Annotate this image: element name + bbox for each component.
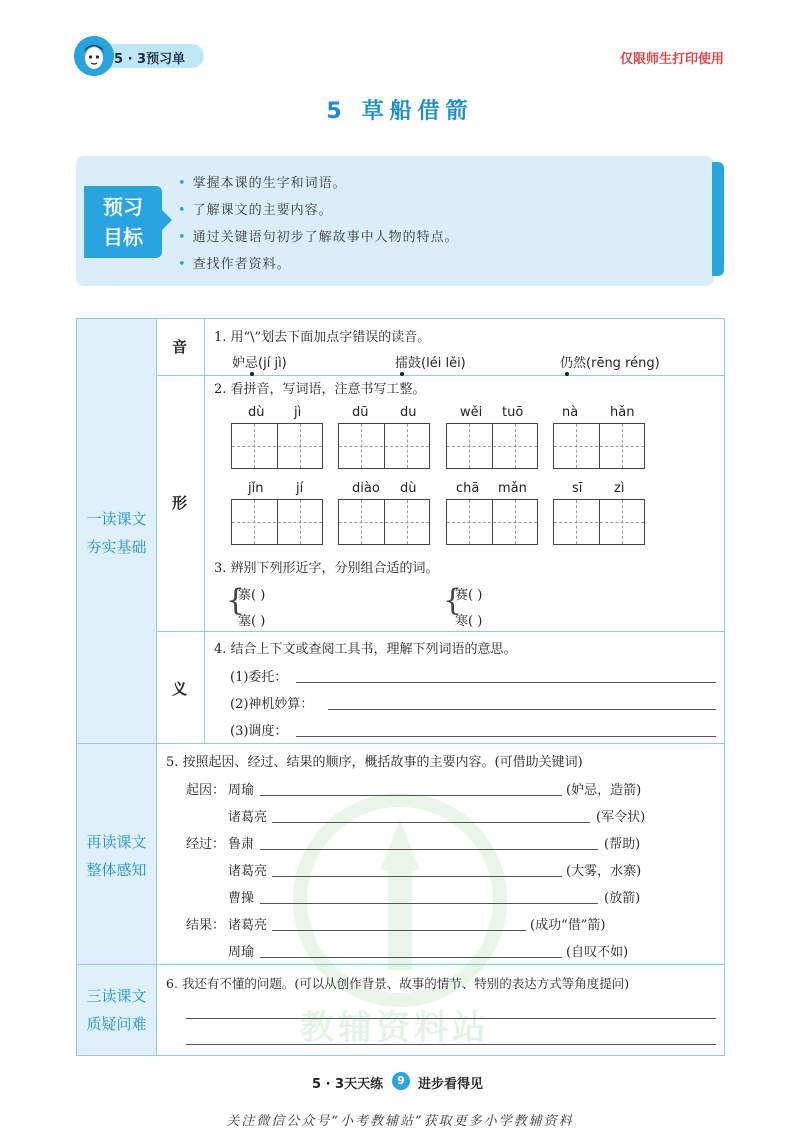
goal-text: 了解课文的主要内容。 [192, 203, 333, 218]
pinyin-label: dū [352, 405, 369, 420]
section3-label-line1: 三读课文 [86, 987, 147, 1005]
word-meaning-item: (2)神机妙算： [230, 697, 314, 712]
answer-line[interactable] [272, 930, 526, 931]
writing-grid[interactable] [338, 499, 430, 545]
writing-grid[interactable] [553, 423, 645, 469]
answer-line[interactable] [186, 1044, 716, 1045]
word-meaning-item: (1)委托： [230, 670, 288, 685]
goal-text: 查找作者资料。 [192, 257, 291, 272]
page-number: 9 [392, 1072, 410, 1090]
question-6: 6. 我还有不懂的问题。(可以从创作背景、故事的情节、特别的表达方式等角度提问) [166, 976, 630, 991]
pinyin-label: zì [614, 481, 625, 496]
pinyin-label: jǐn [248, 481, 264, 496]
goal-item [178, 199, 333, 218]
plot-stage: 起因： [186, 783, 226, 798]
bullet-icon: • [178, 203, 187, 218]
mascot-avatar-icon [74, 36, 114, 76]
answer-line[interactable] [272, 822, 590, 823]
writing-grid[interactable] [338, 423, 430, 469]
pinyin-choice-item [560, 352, 660, 371]
lesson-number: 5 [326, 99, 348, 124]
section2-label-line1: 再读课文 [86, 833, 147, 851]
plot-person: 诸葛亮 [228, 918, 268, 933]
answer-line[interactable] [260, 957, 562, 958]
xing-label: 形 [172, 494, 188, 512]
pinyin-label: dù [248, 405, 265, 420]
answer-line[interactable] [272, 876, 562, 877]
answer-line[interactable] [296, 736, 716, 737]
answer-line[interactable] [260, 795, 562, 796]
plot-person: 周瑜 [228, 783, 255, 798]
print-notice: 仅限师生打印使用 [619, 52, 724, 67]
section3-label [76, 982, 157, 1038]
similar-char-item: 寒( ) [455, 614, 483, 629]
plot-hint: (放箭) [604, 891, 641, 906]
plot-person: 诸葛亮 [228, 864, 268, 879]
similar-char-item: 赛( ) [455, 588, 483, 603]
section1-label-line1: 一读课文 [86, 510, 147, 528]
yin-label: 音 [172, 338, 188, 356]
plot-stage: 经过： [186, 837, 226, 852]
pinyin-options: (jí jì) [258, 356, 287, 371]
goals-panel-edge [712, 162, 724, 276]
writing-grid[interactable] [231, 499, 323, 545]
pinyin-label: tuō [502, 405, 524, 420]
section2-label [76, 828, 157, 884]
lesson-title [0, 94, 800, 125]
answer-line[interactable] [296, 682, 716, 683]
pinyin-label: dù [400, 481, 417, 496]
lesson-title-text: 草船借箭 [361, 99, 474, 124]
yi-label: 义 [172, 680, 188, 698]
writing-grid[interactable] [446, 499, 538, 545]
goal-item [178, 172, 347, 191]
pinyin-options: (léi lěi) [421, 356, 466, 371]
goals-label [84, 186, 162, 258]
bullet-icon: • [178, 230, 187, 245]
question-2: 2. 看拼音，写词语，注意书写工整。 [214, 382, 426, 397]
answer-line[interactable] [260, 903, 598, 904]
word-char: 然 [573, 356, 587, 371]
goal-text: 通过关键语句初步了解故事中人物的特点。 [192, 230, 459, 245]
footer-slogan: 进步看得见 [418, 1077, 484, 1092]
answer-line[interactable] [260, 849, 598, 850]
goal-item [178, 253, 291, 272]
goal-item [178, 226, 459, 245]
pinyin-label: du [400, 405, 417, 420]
brace-icon: { [443, 583, 463, 618]
plot-stage: 结果： [186, 918, 226, 933]
word-char: 鼓 [408, 356, 422, 371]
dotted-char: 仍 [560, 356, 574, 371]
pinyin-choice-item [395, 352, 466, 371]
similar-char-item: 寨( ) [238, 588, 266, 603]
header-badge-text: 5 · 3预习单 [114, 52, 186, 67]
writing-grid[interactable] [231, 423, 323, 469]
bullet-icon: • [178, 176, 187, 191]
pinyin-options: (rēng réng) [586, 356, 660, 371]
pinyin-label: wěi [460, 405, 483, 420]
brace-icon: { [226, 583, 246, 618]
word-char: 妒 [232, 356, 246, 371]
section1-label-line2: 夯实基础 [86, 538, 147, 556]
plot-hint: (帮助) [604, 837, 641, 852]
dotted-char: 忌 [245, 356, 259, 371]
question-3: 3. 辨别下列形近字，分别组合适的词。 [214, 561, 439, 576]
similar-char-item: 塞( ) [238, 614, 266, 629]
plot-hint: (大雾，水寨) [566, 864, 642, 879]
pinyin-label: diào [352, 481, 380, 496]
section2-label-line2: 整体感知 [86, 861, 147, 879]
goals-label-line2: 目标 [103, 225, 143, 249]
plot-hint: (自叹不如) [566, 945, 629, 960]
answer-line[interactable] [328, 709, 716, 710]
plot-hint: (妒忌，造箭) [566, 783, 642, 798]
plot-person: 曹操 [228, 891, 255, 906]
dotted-char: 擂 [395, 356, 409, 371]
pinyin-label: jí [296, 481, 304, 496]
bullet-icon: • [178, 257, 187, 272]
footer-note: 关注微信公众号“小考教辅站”获取更多小学教辅资料 [226, 1114, 574, 1129]
pinyin-label: jì [294, 405, 302, 420]
footer-brand: 5 · 3天天练 [312, 1077, 384, 1092]
section1-label [76, 505, 157, 561]
plot-person: 诸葛亮 [228, 810, 268, 825]
question-1: 1. 用“\”划去下面加点字错误的读音。 [214, 330, 431, 345]
watermark-text: 教辅资料站 [300, 1008, 490, 1048]
plot-person: 鲁肃 [228, 837, 255, 852]
question-4: 4. 结合上下文或查阅工具书，理解下列词语的意思。 [214, 642, 517, 657]
question-5: 5. 按照起因、经过、结果的顺序，概括故事的主要内容。(可借助关键词) [166, 755, 583, 770]
pinyin-label: mǎn [498, 481, 527, 496]
pinyin-choice-item [232, 352, 287, 371]
pinyin-label: chā [456, 481, 480, 496]
word-meaning-item: (3)调度： [230, 724, 288, 739]
writing-grid[interactable] [553, 499, 645, 545]
writing-grid[interactable] [446, 423, 538, 469]
answer-line[interactable] [186, 1018, 716, 1019]
pinyin-label: sī [572, 481, 583, 496]
goal-text: 掌握本课的生字和词语。 [192, 176, 347, 191]
plot-hint: (成功“借”箭) [530, 918, 606, 933]
pinyin-label: nà [562, 405, 579, 420]
plot-hint: (军令状) [596, 810, 646, 825]
pinyin-label: hǎn [610, 405, 635, 420]
plot-person: 周瑜 [228, 945, 255, 960]
section3-label-line2: 质疑问难 [86, 1015, 147, 1033]
goals-label-line1: 预习 [103, 195, 143, 219]
